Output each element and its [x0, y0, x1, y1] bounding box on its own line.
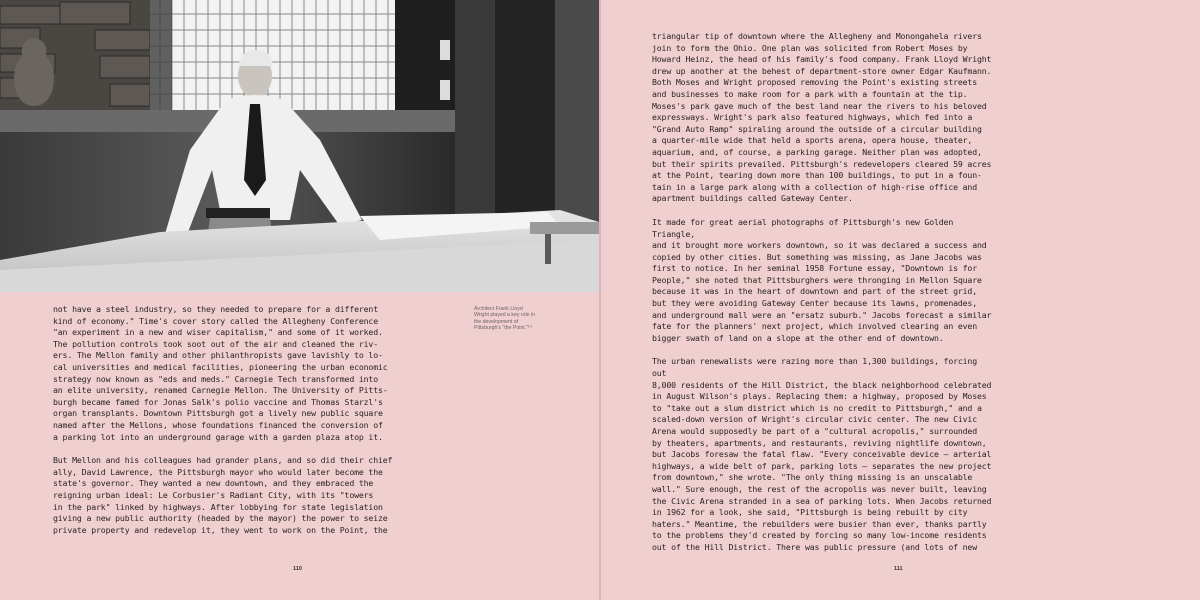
page-number-right: 111: [894, 566, 903, 572]
right-page-text-column: [652, 31, 992, 566]
architect-photo: [0, 0, 599, 292]
left-page-text-column: [53, 304, 393, 548]
paragraph: not have a steel industry, so they needed to prepare for a different kind of economy." Time's cover story called the Allegheny Conference "an experiment in a new and wiser capitalism," and some of it worked. The pollution controls took soot out of the air and cleaned the riv- ers. The Mellon family and other philanthropists gave lavishly to lo- cal universities and medical facilities, pioneering the urban economic strategy now known as "eds and meds." Carnegie Tech transformed into an elite university, renamed Carnegie Mellon. The University of Pitts- burgh became famed for Jonas Salk's polio vaccine and Thomas Starzl's organ transplants. Downtown Pittsburgh got a lively new public square named after the Mellons, whose foundations financed the conversion of a parking lot into an underground garage with a garden plaza atop it.: [53, 304, 388, 442]
paragraph: But Mellon and his colleagues had grander plans, and so did their chief ally, David Lawrence, the Pittsburgh mayor who would later become the state's governor. They wanted a new downtown, and they embraced the reigning urban ideal: Le Corbusier's Radiant City, with its "towers in the park" linked by highways. After lobbying for state legislation giving a new public authority (headed by the mayor) the power to seize private property and redevelop it, they went to work on the Point, the: [53, 455, 393, 535]
paragraph: triangular tip of downtown where the Allegheny and Monongahela rivers join to form the Ohio. One plan was solicited from Robert Moses by Howard Heinz, the head of his family's food company. Frank Lloyd Wright drew up another at the behest of department-store owner Edgar Kaufmann. Both Moses and Wright proposed removing the Point's existing streets and businesses to make room for a park with a fountain at the tip. Moses's park gave much of the best land near the rivers to his beloved expressways. Wright's park also featured highways, which fed into a "Grand Auto Ramp" spiraling around the outside of a circular building a quarter-mile wide that held a sports arena, opera house, theater, aquarium, and, of course, a parking garage. Neither plan was adopted, but their spirits prevailed. Pittsburgh's redevelopers cleared 59 acres at the Point, tearing down more than 100 buildings, to put in a foun- tain in a large park along with a collection of high-rise office and apartment buildings called Gateway Center.: [652, 31, 992, 204]
left-page: [0, 0, 599, 600]
paragraph: The urban renewalists were razing more than 1,300 buildings, forcing out 8,000 residents of the Hill District, the black neighborhood celebrated in August Wilson's plays. Replacing them: a highway, proposed by Moses to "take out a slum district which is no credit to Pittsburgh," and a scaled-down version of Wright's circular civic center. The new Civic Arena would supposedly be part of a "cultural acropolis," surrounded by theaters, apartments, and restaurants, reviving nightlife downtown, but Jacobs foresaw the fatal flaw. "Every conceivable device — arterial highways, a wide belt of park, parking lots — separates the new project from downtown," she wrote. "The only thing missing is an unscalable wall." Sure enough, the rest of the acropolis was never built, leaving the Civic Arena stranded in a sea of parking lots. When Jacobs returned in 1962 for a look, she said, "Pittsburgh is being rebuilt by city haters." Meantime, the rebuilders were busier than ever, thanks partly to the problems they'd created by forcing so many low-income residents out of the Hill District. There was public pressure (and lots of new: [652, 356, 992, 552]
paragraph: It made for great aerial photographs of Pittsburgh's new Golden Triangle, and it brought more workers downtown, so it was declared a success and copied by other cities. But something was missing, as Jane Jacobs was first to notice. In her seminal 1958 Fortune essay, "Downtown is for People," she noted that Pittsburghers were thronging in Mellon Square because it was in the heart of downtown and part of the street grid, but they were avoiding Gateway Center because its lawns, promenades, and underground mall were an "ersatz suburb." Jacobs forecast a similar fate for the planners' next project, which involved clearing an even bigger swath of land on a slope at the other end of downtown.: [652, 216, 992, 343]
photo-caption: Architect Frank Lloyd Wright played a key role in the development of Pittsburgh's "the Point."¹⁴: [474, 306, 536, 332]
page-number-left: 110: [293, 566, 302, 572]
